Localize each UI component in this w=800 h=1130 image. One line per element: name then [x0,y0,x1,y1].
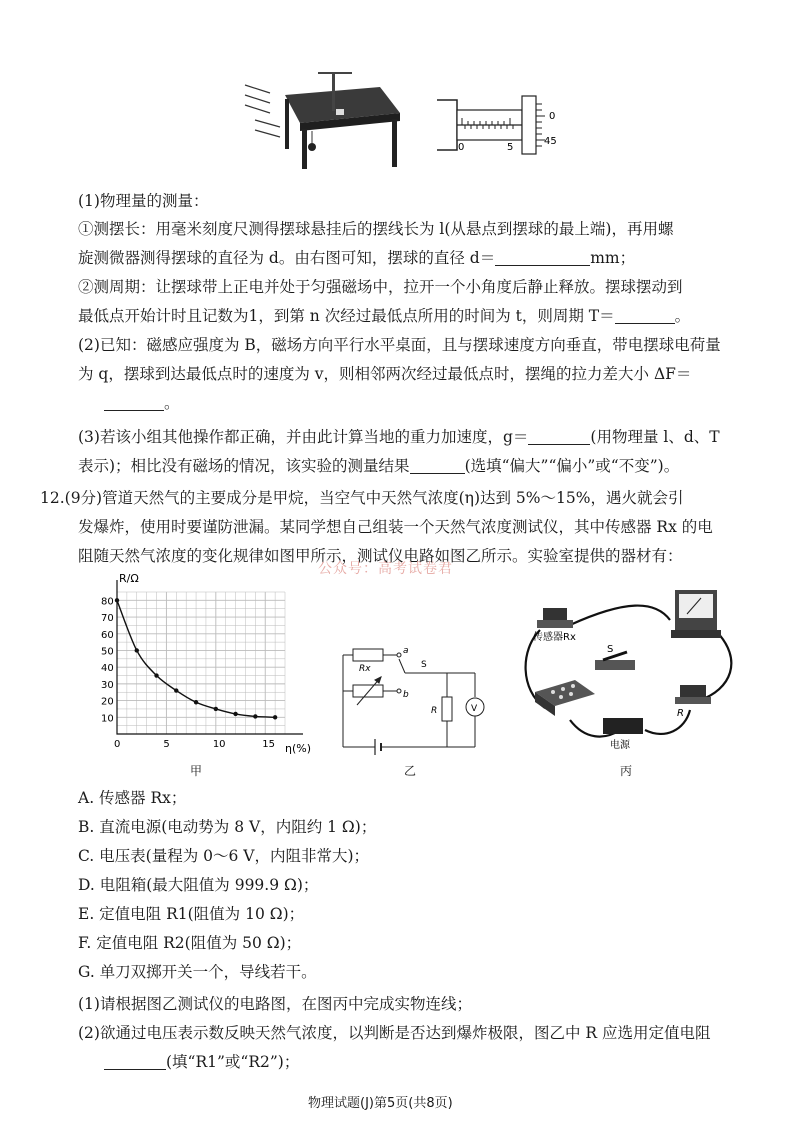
figure-jia-caption: 甲 [190,764,203,778]
chart-y-tick-label: 10 [101,713,114,725]
circuit-label-rx: Rx [359,664,371,674]
micrometer-thimble-45: 45 [544,136,557,147]
q12-subquestion-1: (1)请根据图乙测试仪的电路图，在图丙中完成实物连线； [78,995,472,1013]
q11-part3-line1-end: (用物理量 l、d、T [590,428,720,446]
diameter-answer-blank [495,249,590,266]
q11-part1-line2 [78,247,635,269]
physical-apparatus-figure [515,580,745,760]
tension-answer-blank [104,394,164,411]
chart-data-point [115,598,119,602]
circuit-label-b: b [403,690,409,700]
q11-part2-line3-end: 。 [164,394,180,412]
q11-part2-line1: (2)已知：磁感应强度为 B，磁场方向平行水平桌面，且与摆球速度方向垂直，带电摆球电荷量 [78,336,721,354]
q11-part1-line2-text: 旋测微器测得摆球的直径为 d。由右图可知，摆球的直径 d＝ [78,249,496,267]
option-g: G. 单刀双掷开关一个，导线若干。 [78,963,317,981]
chart-y-tick-label: 50 [101,646,114,658]
chart-y-tick-label: 20 [101,696,114,708]
chart-x-tick-label: 10 [212,739,226,750]
chart-x-tick-label: 15 [262,739,275,750]
chart-data-point [194,700,198,704]
q11-part1-line4 [78,305,690,327]
chart-data-point [135,648,139,652]
chart-data-point [273,715,277,719]
chart-y-tick-label: 80 [101,596,114,608]
resistance-concentration-chart [95,572,325,762]
q12-line1: 12.(9分)管道天然气的主要成分是甲烷，当空气中天然气浓度(η)达到 5%～15%，遇火就会引 [40,489,684,507]
chart-grid [117,592,285,734]
q11-part1-line2-unit: mm； [590,249,636,267]
chart-y-tick-label: 70 [101,613,114,625]
watermark: 公众号：高考试卷君 [318,561,453,577]
chart-y-tick-label: 30 [101,679,114,691]
chart-x-tick-label: 0 [114,739,121,750]
q11-part1-line3: ②测周期：让摆球带上正电并处于匀强磁场中，拉开一个小角度后静止释放。摆球摆动到 [78,278,683,296]
option-d: D. 电阻箱(最大阻值为 999.9 Ω)； [78,876,319,894]
q12-line2: 发爆炸，使用时要谨防泄漏。某同学想自己组装一个天然气浓度测试仪，其中传感器 Rx 的电 [78,518,713,536]
chart-y-tick-label: 40 [101,663,114,675]
circuit-label-v: V [471,704,478,714]
sensor-label: 传感器Rx [533,632,576,643]
chart-y-tick-label: 60 [101,629,114,641]
micrometer-figure [432,88,567,166]
period-answer-blank [615,307,675,324]
chart-x-tick-label: 5 [163,739,170,750]
figure-yi-caption: 乙 [404,764,417,778]
q11-part1-line4-end: 。 [674,307,691,325]
q11-part3-line1-text: (3)若该小组其他操作都正确，并由此计算当地的重力加速度，g＝ [78,428,529,446]
q12-subquestion-2-end: (填“R1”或“R2”)； [166,1053,300,1071]
option-b: B. 直流电源(电动势为 8 V，内阻约 1 Ω)； [78,818,377,836]
pendulum-apparatus-figure [240,65,415,170]
result-answer-blank [410,457,465,474]
q11-part2-line2: 为 q，摆球到达最低点时的速度为 v，则相邻两次经过最低点时，摆绳的拉力差大小 ΔF＝ [78,365,692,383]
q11-part3-line2-text: 表示)；相比没有磁场的情况，该实验的测量结果 [78,457,410,475]
switch-label: S [607,644,614,655]
page-footer: 物理试题(J)第5页(共8页) [308,1096,453,1111]
q11-part1-title: (1)物理量的测量： [78,192,209,210]
q11-part1-line1: ①测摆长：用毫米刻度尺测得摆球悬挂后的摆线长为 l(从悬点到摆球的最上端)，再用螺 [78,220,674,238]
chart-x-axis-label: η(%) [285,742,312,755]
circuit-diagram [335,635,495,760]
q11-part3-line2 [78,455,679,477]
q12-subquestion-2-line2 [104,1051,299,1073]
chart-data-point [233,712,237,716]
q12-subquestion-2: (2)欲通过电压表示数反映天然气浓度，以判断是否达到爆炸极限，图乙中 R 应选用定值电阻 [78,1024,711,1042]
q11-part2-line3 [104,392,180,414]
power-label: 电源 [610,740,630,751]
circuit-label-s: S [421,660,427,670]
chart-y-axis-label: R/Ω [119,572,139,585]
gravity-answer-blank [528,428,590,445]
resistor-label: R [677,708,684,719]
circuit-label-a: a [403,646,409,656]
circuit-label-r: R [431,706,438,716]
q11-part3-line2-end: (选填“偏大”“偏小”或“不变”)。 [464,457,680,475]
micrometer-thimble-0: 0 [549,111,556,122]
figure-bing-caption: 丙 [620,764,633,778]
micrometer-main-5: 5 [507,142,514,153]
option-a: A. 传感器 Rx； [78,789,187,807]
q11-part3-line1 [78,426,720,448]
micrometer-main-0: 0 [458,142,465,153]
resistor-choice-blank [104,1053,166,1070]
option-c: C. 电压表(量程为 0～6 V，内阻非常大)； [78,847,370,865]
option-f: F. 定值电阻 R2(阻值为 50 Ω)； [78,934,302,952]
chart-data-point [154,673,158,677]
option-e: E. 定值电阻 R1(阻值为 10 Ω)； [78,905,305,923]
chart-data-point [253,714,257,718]
q11-part1-line4-text: 最低点开始计时且记数为1，到第 n 次经过最低点所用的时间为 t，则周期 T＝ [78,307,615,325]
chart-data-point [214,707,218,711]
chart-data-point [174,688,178,692]
q12-line3: 阻随天然气浓度的变化规律如图甲所示，测试仪电路如图乙所示。实验室提供的器材有： [78,547,683,565]
